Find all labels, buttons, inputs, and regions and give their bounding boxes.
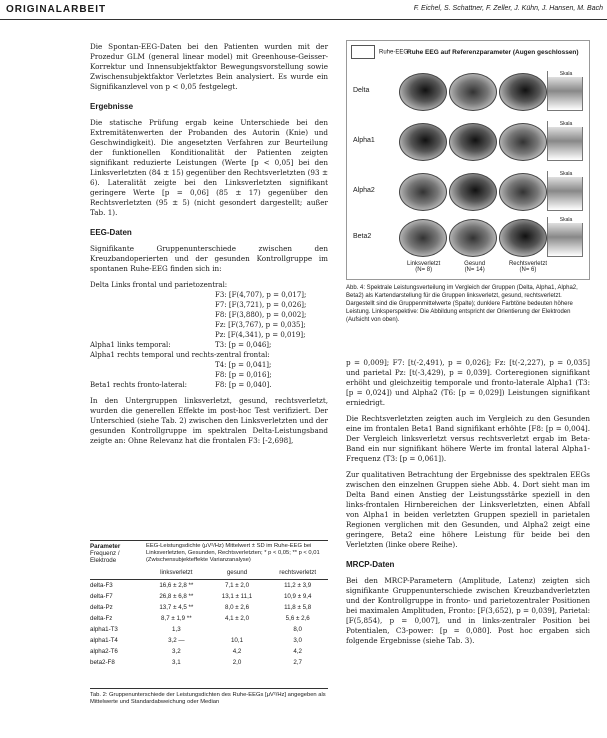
figure-caption: Abb. 4: Spektrale Leistungsverteilung im Vergleich der Gruppen (Delta, Alpha1, Alpha2, Beta2) als Kartendarstellung für die Gruppen linksverletzt, gesund, rechtsverletzt. Dargestellt sind die Gruppenmittelwerte (Spalte); dunklere Farbtöne bedeuten höhere Leistung. Linksperspektive: Die Abbildung entspricht der Orientierung der Elektroden (Aufsicht von oben). — [346, 285, 578, 323]
right-column — [346, 358, 590, 652]
row-name: alpha1-T3 — [90, 626, 118, 633]
posthoc-paragraph: In den Untergruppen linksverletzt, gesund, rechtsverletzt, wurden die generellen Effekte im post-hoc Test verifiziert. Der Unterschied (siehe Tab. 2) zwischen den Linksverletzten und der gesunden Kontrollgruppe im spektralen Delta-Leistungsband zeigte an: Ohne Relevanz hat die frontalen F3: [-2,698], — [90, 396, 328, 445]
empty-cell — [90, 569, 146, 576]
cell: 11,8 ± 5,8 — [284, 604, 312, 611]
group-n: (N= 14) — [464, 267, 485, 273]
row-name: beta2-F8 — [90, 659, 115, 666]
table-row — [90, 591, 328, 602]
param-header-label: Parameter — [90, 543, 121, 550]
head-map — [399, 173, 447, 211]
result-value: F8: [F(3,880), p = 0,002]; — [215, 311, 307, 319]
group-header-row — [90, 566, 328, 580]
row-name: delta-Pz — [90, 604, 113, 611]
cell: 26,8 ± 6,8 ** — [159, 593, 194, 600]
results-heading: Ergebnisse — [90, 102, 134, 111]
cell: 13,1 ± 11,1 — [221, 593, 253, 600]
head-map — [499, 123, 547, 161]
param-header-sub: Frequenz / Elektrode — [90, 550, 120, 564]
result-label — [90, 360, 215, 370]
table-row — [90, 580, 328, 591]
color-scale — [547, 121, 583, 161]
row-name: alpha2-T6 — [90, 648, 118, 655]
right-paragraph-4: Bei den MRCP-Parametern (Amplitude, Latenz) zeigten sich signifikante Gruppenunterschiede zwischen Kreuzbandverletzten und der Kontrollgruppe in fronto- und parietozentraler Positionen bei maximalen Amplituden, Fronto: [F(3,652), p = 0,039], Parietal: [F(5,854), p = 0,007], und in links-zentraler Position bei Potentialen, C3-power: [p = 0,080]. Post hoc ergaben sich folgende Ergebnisse (siehe Tab. 3). — [346, 576, 590, 645]
row-label: Delta — [353, 87, 370, 94]
cell: 16,6 ± 2,8 ** — [159, 582, 194, 589]
table-row — [90, 635, 328, 646]
cell: 8,7 ± 1,9 ** — [161, 615, 192, 622]
head-map — [449, 73, 497, 111]
table-header — [90, 541, 328, 564]
cell: 3,2 — [172, 648, 181, 655]
result-label: Alpha1 rechts temporal und rechts-zentral frontal: — [90, 351, 270, 359]
result-label — [90, 370, 215, 380]
cell: 10,1 — [230, 637, 244, 644]
table-row — [90, 624, 328, 635]
cell: 2,0 — [232, 659, 242, 666]
scale-label: Skala — [548, 217, 584, 223]
row-name: delta-F7 — [90, 593, 113, 600]
head-map — [449, 123, 497, 161]
cell: 3,1 — [172, 659, 181, 666]
eeg-map-figure — [346, 40, 590, 280]
table-row — [90, 646, 328, 657]
group-label — [407, 261, 440, 273]
head-map — [499, 73, 547, 111]
cell: 10,9 ± 9,4 — [283, 593, 312, 600]
color-scale — [547, 217, 583, 257]
row-label: Alpha1 — [353, 137, 375, 144]
head-map — [499, 219, 547, 257]
cell: 4,1 ± 2,0 — [224, 615, 250, 622]
figure-legend — [351, 45, 408, 59]
right-paragraph-2: Die Rechtsverletzten zeigten auch im Vergleich zu den Gesunden eine im frontalen Beta1 Band signifikant erhöhte [F8: [p = 0,004]. Der Vergleich linksverletzt versus rechtsverletzt ergab im Beta-Band ein nur signifikant höhere Werte im frontal lateral Alpha1-Frequenz (T3: [p = 0,061]). — [346, 414, 590, 463]
group-header: linksverletzt — [160, 569, 193, 576]
map-row-alpha1 — [347, 117, 591, 167]
group-label — [464, 261, 485, 273]
result-value: F8: [p = 0,040]. — [215, 381, 272, 389]
result-value: T4: [p = 0,041]; — [215, 361, 272, 369]
result-value: Fz: [F(3,767), p = 0,035]; — [215, 321, 306, 329]
color-scale — [547, 71, 583, 111]
head-map — [499, 173, 547, 211]
cell: 3,2 — — [168, 637, 185, 644]
cell: 3,0 — [293, 637, 302, 644]
cell: 1,3 — [172, 626, 181, 633]
row-label: Beta2 — [353, 233, 372, 240]
cell: 4,2 — [293, 648, 302, 655]
row-name: delta-F3 — [90, 582, 113, 589]
group-n: (N= 6) — [519, 267, 537, 273]
result-label: Alpha1 links temporal: — [90, 341, 171, 349]
group-label — [509, 261, 547, 273]
cell: 13,7 ± 4,5 ** — [159, 604, 194, 611]
row-name: delta-Fz — [90, 615, 113, 622]
legend-small-label: Ruhe-EEG — [379, 49, 409, 56]
scale-label: Skala — [548, 121, 584, 127]
group-name: Gesund — [464, 261, 486, 267]
group-n: (N= 8) — [415, 267, 433, 273]
left-column — [90, 42, 328, 452]
head-map — [399, 73, 447, 111]
section-label: ORIGINALARBEIT — [6, 4, 107, 15]
delta-label: Delta Links frontal und parietozentral: — [90, 281, 228, 289]
cell: 11,2 ± 3,9 — [284, 582, 312, 589]
result-label — [90, 330, 215, 340]
group-name: Rechtsverletzt — [508, 261, 547, 267]
row-name: alpha1-T4 — [90, 637, 118, 644]
figure-title: Ruhe EEG auf Referenzparameter (Augen geschlossen) — [407, 49, 579, 56]
legend-swatch — [351, 45, 375, 59]
eeg-paragraph: Signifikante Gruppenunterschiede zwischen den Kreuzbandoperierten und der gesunden Kontrollgruppe im spontanen Ruhe-EEG finden sich in: — [90, 244, 328, 273]
delta-results-list — [90, 280, 328, 390]
result-value: F3: [F(4,707), p = 0,017]; — [215, 291, 307, 299]
table-footnote: Tab. 2: Gruppenunterschiede der Leistungsdichten des Ruhe-EEGs [μV²/Hz] angegeben als Mittelwerte und Standardabweichung oder Median — [90, 688, 328, 706]
param-header — [90, 543, 146, 564]
page-header — [0, 0, 607, 20]
right-paragraph-3: Zur qualitativen Betrachtung der Ergebnisse des spektralen EEGs zwischen den einzelnen Gruppen siehe Abb. 4. Dort sieht man im Delta Band einen Anstieg der Leistungsstärke speziell in den links-frontalen Hirnbereichen der Linksverletzten, einen Abfall von Alpha1 in beiden verletzten Gruppen speziell in parietalen Regionen verglichen mit den Gesunden, und Alpha2 zeigt eine geringere, Beta2 eine höhere Leistung für beide bei den Verletzten (linke obere Reihe). — [346, 470, 590, 549]
author-line: F. Eichel, S. Schattner, F. Zeller, J. Kühn, J. Hansen, M. Bach — [413, 5, 603, 12]
right-paragraph-1: p = 0,009]; F7: [t(-2,491), p = 0,026]; Fz: [t(-2,227), p = 0,035] und parietal Pz: [t(-3,429), p = 0,039]. Corteregionen signifikant erhöht und gleichzeitig temporale und fronto-laterale Alpha1 (T3: [p = 0,024]) und Alpha2 (T6: [p = 0,029]) Leistungen signifikant erniedrigt. — [346, 358, 590, 407]
cell: 7,1 ± 2,0 — [224, 582, 250, 589]
table-row — [90, 613, 328, 624]
row-label: Alpha2 — [353, 187, 375, 194]
group-header: rechtsverletzt — [279, 569, 317, 576]
head-map — [449, 219, 497, 257]
methods-paragraph: Die Spontan-EEG-Daten bei den Patienten wurden mit der Prozedur GLM (general linear model) mit Greenhouse-Geisser-Korrektur und Innensubjektfaktor Bewegungsvorstellung sowie Zwischensubjektfaktor Verletztes Bein analysiert. Es wurde ein Signifikanzlevel von p < 0,05 festgelegt. — [90, 42, 328, 91]
table-header-text: EEG-Leistungsdichte (μV²/Hz) Mittelwert ± SD im Ruhe-EEG bei Linksverletzten, Gesunden, Rechtsverletzten; * p < 0,05; ** p < 0,01 (Zwischensubjekteffekte Varianzanalyse) — [146, 543, 320, 563]
result-label — [90, 310, 215, 320]
map-row-alpha2 — [347, 167, 591, 217]
head-map — [399, 123, 447, 161]
cell: 8,0 ± 2,6 — [224, 604, 250, 611]
result-label — [90, 290, 215, 300]
color-scale — [547, 171, 583, 211]
table-row — [90, 602, 328, 613]
scale-label: Skala — [548, 171, 584, 177]
head-map — [449, 173, 497, 211]
group-name: Linksverletzt — [407, 261, 441, 267]
head-map — [399, 219, 447, 257]
results-table — [90, 540, 328, 706]
result-value: F8: [p = 0,016]; — [215, 371, 272, 379]
cell: 8,0 — [293, 626, 302, 633]
result-label — [90, 300, 215, 310]
map-row-delta — [347, 67, 591, 117]
mrcp-heading: MRCP-Daten — [346, 560, 395, 569]
scale-label: Skala — [548, 71, 584, 77]
result-value: F7: [F(3,721), p = 0,026]; — [215, 301, 307, 309]
cell: 4,2 — [232, 648, 242, 655]
results-paragraph: Die statische Prüfung ergab keine Unterschiede bei den Extremitätenwerten der Probanden des Autorin (Knie) und Geschwindigkeit). Die angesetzten Verfahren zur Beurteilung der funktionellen Konditionalität der Patienten zeigten signifikant reduzierte Leistungen (Werte [p < 0,05] bei den Linksverletzten (84 ± 15) gegenüber den Rechtsverletzten (93 ± 6). Lateralität zeigte bei den Linksverletzten signifikant geringere Werte [p = 0,06] (85 ± 17) gegenüber den Rechtsverletzten (95 ± 5) (nicht gesondert dargestellt; außer Tab. 1). — [90, 118, 328, 217]
cell: 5,6 ± 2,6 — [285, 615, 310, 622]
result-label: Beta1 rechts fronto-lateral: — [90, 381, 188, 389]
group-header: gesund — [226, 569, 248, 576]
cell: 2,7 — [293, 659, 302, 666]
result-value: T3: [p = 0,046]; — [215, 341, 272, 349]
table-row — [90, 657, 328, 668]
result-label — [90, 320, 215, 330]
result-value: Pz: [F(4,341), p = 0,019]; — [215, 331, 306, 339]
group-labels — [407, 261, 547, 273]
map-row-beta2 — [347, 213, 591, 263]
eeg-heading: EEG-Daten — [90, 228, 132, 237]
